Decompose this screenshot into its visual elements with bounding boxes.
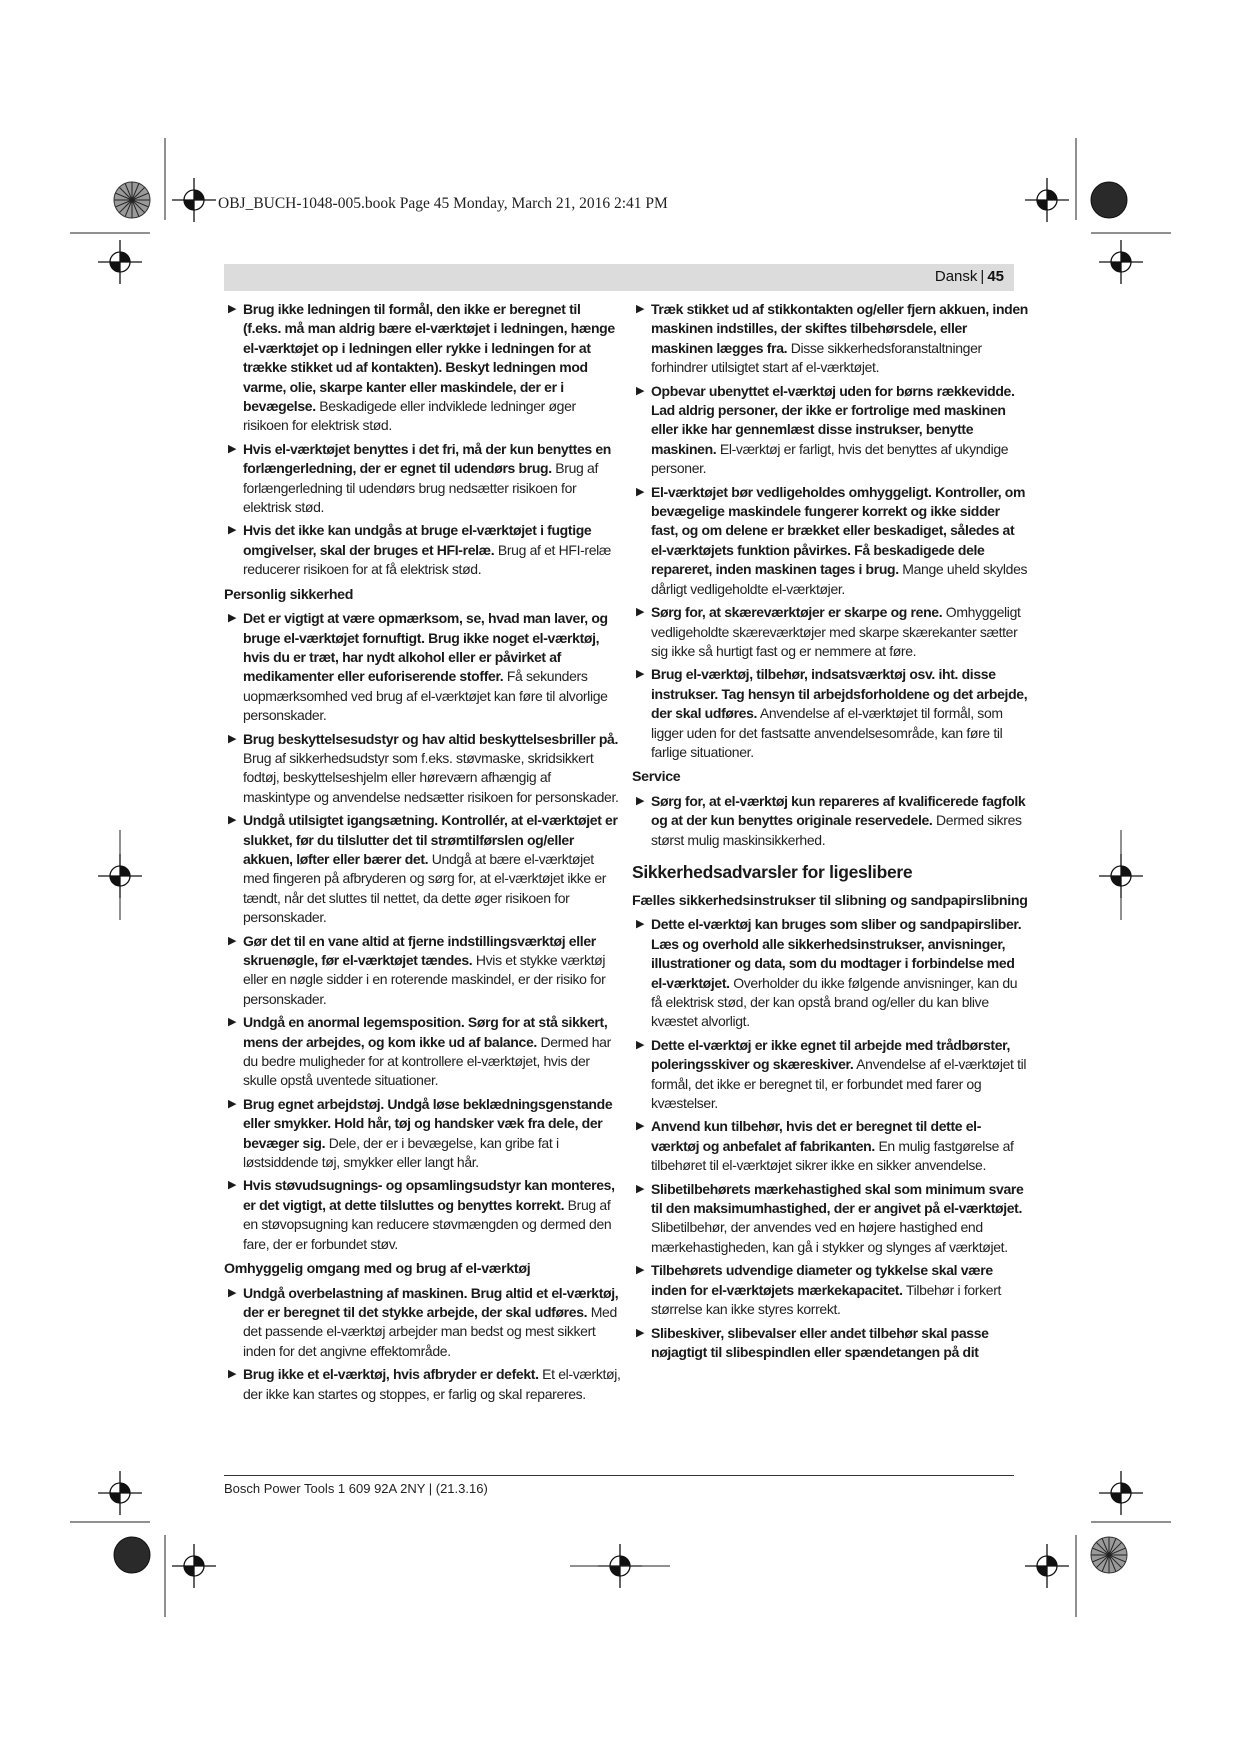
- bullet-triangle-icon: ▶: [636, 918, 645, 931]
- bullet-triangle-icon: ▶: [228, 934, 237, 947]
- bullet-triangle-icon: ▶: [636, 606, 645, 619]
- safety-instruction: [224, 609, 621, 725]
- instruction-bold-text: El-værktøjet bør vedligeholdes omhyggeligt. Kontroller, om bevægelige maskindele fungerer korrekt og ikke sidder fast, og om delene er brækket eller beskadiget, således at el-værktøjets funktion påvirkes. Få beskadigede dele repareret, inden maskinen tages i brug.: [651, 483, 1026, 578]
- instruction-bold-text: Træk stikket ud af stikkontakten og/eller fjern akkuen, inden maskinen indstilles, der skiftes tilbehørsdele, eller maskinen lægges fra.: [651, 301, 1028, 356]
- instruction-explanation: Brug af et HFI-relæ reducerer risikoen for at få elektrisk stød.: [243, 541, 612, 578]
- bullet-triangle-icon: ▶: [636, 1264, 645, 1277]
- safety-instruction: [224, 521, 621, 579]
- safety-instruction: [224, 1176, 621, 1254]
- safety-instruction: [632, 792, 1029, 850]
- instruction-explanation: Dermed har du bedre muligheder for at kontrollere el-værktøjet, hvis der skulle opstå uventede situationer.: [243, 1033, 611, 1089]
- instruction-bold-text: Anvend kun tilbehør, hvis det er beregnet til dette el-værktøj og anbefalet af fabrikanten.: [651, 1118, 982, 1154]
- safety-instruction: [224, 932, 621, 1010]
- instruction-explanation: Brug af en støvopsugning kan reducere støvmængden og dermed den fare, der er forbundet støv.: [243, 1196, 612, 1252]
- instruction-bold-text: Brug egnet arbejdstøj. Undgå løse beklædningsgenstande eller smykker. Hold hår, tøj og handsker væk fra dele, der bevæger sig.: [243, 1095, 613, 1151]
- instruction-explanation: Mange uheld skyldes dårligt vedligeholdte el-værktøjer.: [651, 561, 1028, 597]
- instruction-explanation: En mulig fastgørelse af tilbehøret til el-værktøjet sikrer ikke en sikker anvendelse.: [651, 1137, 1014, 1174]
- bullet-triangle-icon: ▶: [636, 1038, 645, 1051]
- page-number: 45: [987, 268, 1004, 285]
- instruction-bold-text: Slibeskiver, slibevalser eller andet tilbehør skal passe nøjagtigt til slibespindlen eller spændetangen på dit: [651, 1324, 989, 1360]
- instruction-explanation: Anvendelse af el-værktøjet til formål, det ikke er beregnet til, er forbundet med farer og kvæstelser.: [651, 1056, 1027, 1112]
- instruction-explanation: El-værktøj er farligt, hvis det benyttes af ukyndige personer.: [651, 440, 1009, 477]
- instruction-bold-text: Undgå utilsigtet igangsætning. Kontrollér, at el-værktøjet er slukket, før du tilslutter det til strømtilførslen og/eller akkuen, løfter eller bærer det.: [243, 812, 618, 867]
- instruction-explanation: Undgå at bære el-værktøjet med fingeren på afbryderen og sørg for, at el-værktøjet ikke er tændt, når det sluttes til nettet, da dette øger risikoen for personskader.: [243, 850, 607, 926]
- subsection-heading: Omhyggelig omgang med og brug af el-værktøj: [224, 1261, 531, 1278]
- safety-instruction: [632, 382, 1029, 479]
- instruction-bold-text: Dette el-værktøj kan bruges som sliber og sandpapirsliber. Læs og overhold alle sikkerhedsinstrukser, anvisninger, illustrationer og data, som du modtager i forbindelse med el-værktøjet.: [651, 916, 1022, 991]
- safety-instruction: [224, 300, 621, 436]
- header-separator: |: [980, 268, 985, 285]
- instruction-explanation: Overholder du ikke følgende anvisninger, kan du få elektrisk stød, der kan opstå brand og/eller du kan blive kvæstet alvorligt.: [651, 974, 1018, 1030]
- instruction-explanation: Disse sikkerhedsforanstaltninger forhindrer utilsigtet start af el-værktøjet.: [651, 339, 982, 376]
- safety-instruction: [632, 1180, 1029, 1258]
- left-column: [224, 300, 621, 1408]
- instruction-bold-text: Tilbehørets udvendige diameter og tykkelse skal være inden for el-værktøjets mærkekapacitet.: [651, 1262, 993, 1298]
- print-slug: OBJ_BUCH-1048-005.book Page 45 Monday, March 21, 2016 2:41 PM: [218, 195, 668, 212]
- instruction-explanation: Få sekunders uopmærksomhed ved brug af el-værktøjet kan føre til alvorlige personskader.: [243, 668, 608, 724]
- instruction-bold-text: Brug ikke et el-værktøj, hvis afbryder er defekt.: [243, 1366, 539, 1383]
- safety-instruction: [632, 1324, 1029, 1363]
- bullet-triangle-icon: ▶: [228, 814, 237, 827]
- right-column: [632, 300, 1029, 1366]
- bullet-triangle-icon: ▶: [228, 612, 237, 625]
- bullet-triangle-icon: ▶: [636, 303, 645, 315]
- safety-instruction: [632, 603, 1029, 661]
- header-text: [935, 268, 1004, 285]
- bullet-triangle-icon: ▶: [228, 442, 237, 455]
- running-header: [224, 264, 1014, 291]
- safety-instruction: [632, 1036, 1029, 1114]
- safety-instruction: [632, 665, 1029, 762]
- instruction-bold-text: Hvis el-værktøjet benyttes i det fri, må der kun benyttes en forlængerledning, der er egnet til udendørs brug.: [243, 440, 611, 477]
- bullet-triangle-icon: ▶: [228, 732, 237, 745]
- bullet-triangle-icon: ▶: [228, 1368, 237, 1381]
- instruction-bold-text: Slibetilbehørets mærkehastighed skal som minimum svare til den maksimumhastighed, der er angivet på el-værktøjet.: [651, 1180, 1024, 1217]
- safety-instruction: [632, 915, 1029, 1031]
- footer-rule: [224, 1475, 1014, 1476]
- bullet-triangle-icon: ▶: [228, 1016, 237, 1029]
- instruction-explanation: Anvendelse af el-værktøjet til formål, som ligger uden for det fastsatte anvendelsesområde, kan føre til farlige situationer.: [651, 705, 1003, 760]
- instruction-bold-text: Dette el-værktøj er ikke egnet til arbejde med trådbørster, poleringsskiver og skæreskiver.: [651, 1036, 1011, 1073]
- safety-instruction: [632, 1261, 1029, 1319]
- safety-instruction: [224, 440, 621, 518]
- page-footer: Bosch Power Tools 1 609 92A 2NY | (21.3.16): [224, 1481, 488, 1496]
- safety-instruction: [224, 1095, 621, 1173]
- instruction-explanation: Beskadigede eller indviklede ledninger øger risikoen for elektrisk stød.: [243, 398, 576, 434]
- bullet-triangle-icon: ▶: [228, 1179, 237, 1192]
- header-language: Dansk: [934, 268, 978, 285]
- instruction-bold-text: Gør det til en vane altid at fjerne indstillingsværktøj eller skruenøgle, før el-værktøjet tændes.: [243, 932, 596, 968]
- instruction-bold-text: Brug ikke ledningen til formål, den ikke er beregnet til (f.eks. må man aldrig bære el-værktøjet i ledningen, hænge el-værktøjet op i ledningen eller rykke i ledningen for at trække stikket ud af kontakten). Beskyt ledningen mod varme, olie, skarpe kanter eller maskindele, der er i bevægelse.: [243, 301, 615, 415]
- safety-instruction: [632, 1117, 1029, 1175]
- bullet-triangle-icon: ▶: [636, 668, 645, 681]
- subsection-heading: Service: [632, 769, 681, 786]
- instruction-bold-text: Undgå overbelastning af maskinen. Brug altid et el-værktøj, der er beregnet til det stykke arbejde, der skal udføres.: [243, 1284, 619, 1320]
- instruction-bold-text: Det er vigtigt at være opmærksom, se, hvad man laver, og bruge el-værktøjet fornuftigt. Brug ikke noget el-værktøj, hvis du er træt, har nydt alkohol eller er påvirket af medikamenter eller euforiserende stoffer.: [243, 610, 608, 685]
- safety-instruction: [224, 1013, 621, 1091]
- instruction-bold-text: Sørg for, at skæreværktøjer er skarpe og rene.: [651, 604, 943, 621]
- instruction-explanation: Hvis et stykke værktøj eller en nøgle sidder i en roterende maskindel, er der risiko for personskader.: [243, 952, 606, 1007]
- bullet-triangle-icon: ▶: [636, 384, 645, 397]
- bullet-triangle-icon: ▶: [228, 1286, 237, 1299]
- instruction-bold-text: Sørg for, at el-værktøj kun repareres af kvalificerede fagfolk og at der kun benyttes originale reservedele.: [651, 792, 1026, 829]
- bullet-triangle-icon: ▶: [636, 1120, 645, 1133]
- safety-instruction: [224, 1365, 621, 1404]
- safety-instruction: [224, 1284, 621, 1362]
- bullet-triangle-icon: ▶: [636, 1182, 645, 1195]
- bullet-triangle-icon: ▶: [636, 1326, 645, 1339]
- instruction-explanation: Dermed sikres størst mulig maskinsikkerhed.: [651, 812, 1022, 848]
- bullet-triangle-icon: ▶: [228, 524, 237, 537]
- instruction-bold-text: Hvis det ikke kan undgås at bruge el-værktøjet i fugtige omgivelser, skal der bruges et HFI-relæ.: [243, 522, 592, 558]
- instruction-explanation: Brug af forlængerledning til udendørs brug nedsætter risikoen for elektrisk stød.: [243, 460, 598, 516]
- instruction-bold-text: Undgå en anormal legemsposition. Sørg for at stå sikkert, mens der arbejdes, og kom ikke ud af balance.: [243, 1014, 608, 1050]
- safety-instruction: [224, 811, 621, 927]
- instruction-explanation: Slibetilbehør, der anvendes ved en højere hastighed end mærkehastigheden, kan gå i stykker og slynges af værktøjet.: [651, 1219, 1008, 1255]
- section-heading: Sikkerhedsadvarsler for ligeslibere: [632, 861, 913, 882]
- safety-instruction: [632, 300, 1029, 378]
- instruction-explanation: Et el-værktøj, der ikke kan startes og stoppes, er farlig og skal repareres.: [243, 1366, 621, 1402]
- instruction-explanation: Omhyggeligt vedligeholdte skæreværktøjer med skarpe skærekanter sætter sig ikke så hurtigt fast og er nemmere at føre.: [651, 604, 1021, 659]
- instruction-explanation: Brug af sikkerhedsudstyr som f.eks. støvmaske, skridsikkert fodtøj, beskyttelseshjelm eller høreværn afhængig af maskintype og anvendelse nedsætter risikoen for personskader.: [243, 749, 619, 805]
- bullet-triangle-icon: ▶: [636, 794, 645, 807]
- bullet-triangle-icon: ▶: [228, 1097, 237, 1110]
- instruction-bold-text: Brug el-værktøj, tilbehør, indsatsværktøj osv. iht. disse instrukser. Tag hensyn til arbejdsforholdene og det arbejde, der skal udføres.: [651, 666, 1028, 722]
- subsection-heading: Fælles sikkerhedsinstrukser til slibning og sandpapirslibning: [632, 892, 1028, 909]
- subsection-heading: Personlig sikkerhed: [224, 586, 354, 603]
- instruction-bold-text: Brug beskyttelsesudstyr og hav altid beskyttelsesbriller på.: [243, 730, 619, 747]
- instruction-bold-text: Hvis støvudsugnings- og opsamlingsudstyr kan monteres, er det vigtigt, at dette tilsluttes og benyttes korrekt.: [243, 1177, 615, 1213]
- instruction-bold-text: Opbevar ubenyttet el-værktøj uden for børns rækkevidde. Lad aldrig personer, der ikke er fortrolige med maskinen eller ikke har gennemlæst disse instrukser, benytte maskinen.: [651, 382, 1015, 457]
- instruction-explanation: Med det passende el-værktøj arbejder man bedst og mest sikkert inden for det angivne effektområde.: [243, 1303, 617, 1359]
- instruction-explanation: Tilbehør i forkert størrelse kan ikke styres korrekt.: [651, 1281, 1002, 1318]
- safety-instruction: [224, 730, 621, 808]
- instruction-explanation: Dele, der er i bevægelse, kan gribe fat i løstsiddende tøj, smykker eller langt hår.: [243, 1134, 559, 1171]
- bullet-triangle-icon: ▶: [636, 485, 645, 498]
- safety-instruction: [632, 483, 1029, 599]
- bullet-triangle-icon: ▶: [228, 303, 237, 315]
